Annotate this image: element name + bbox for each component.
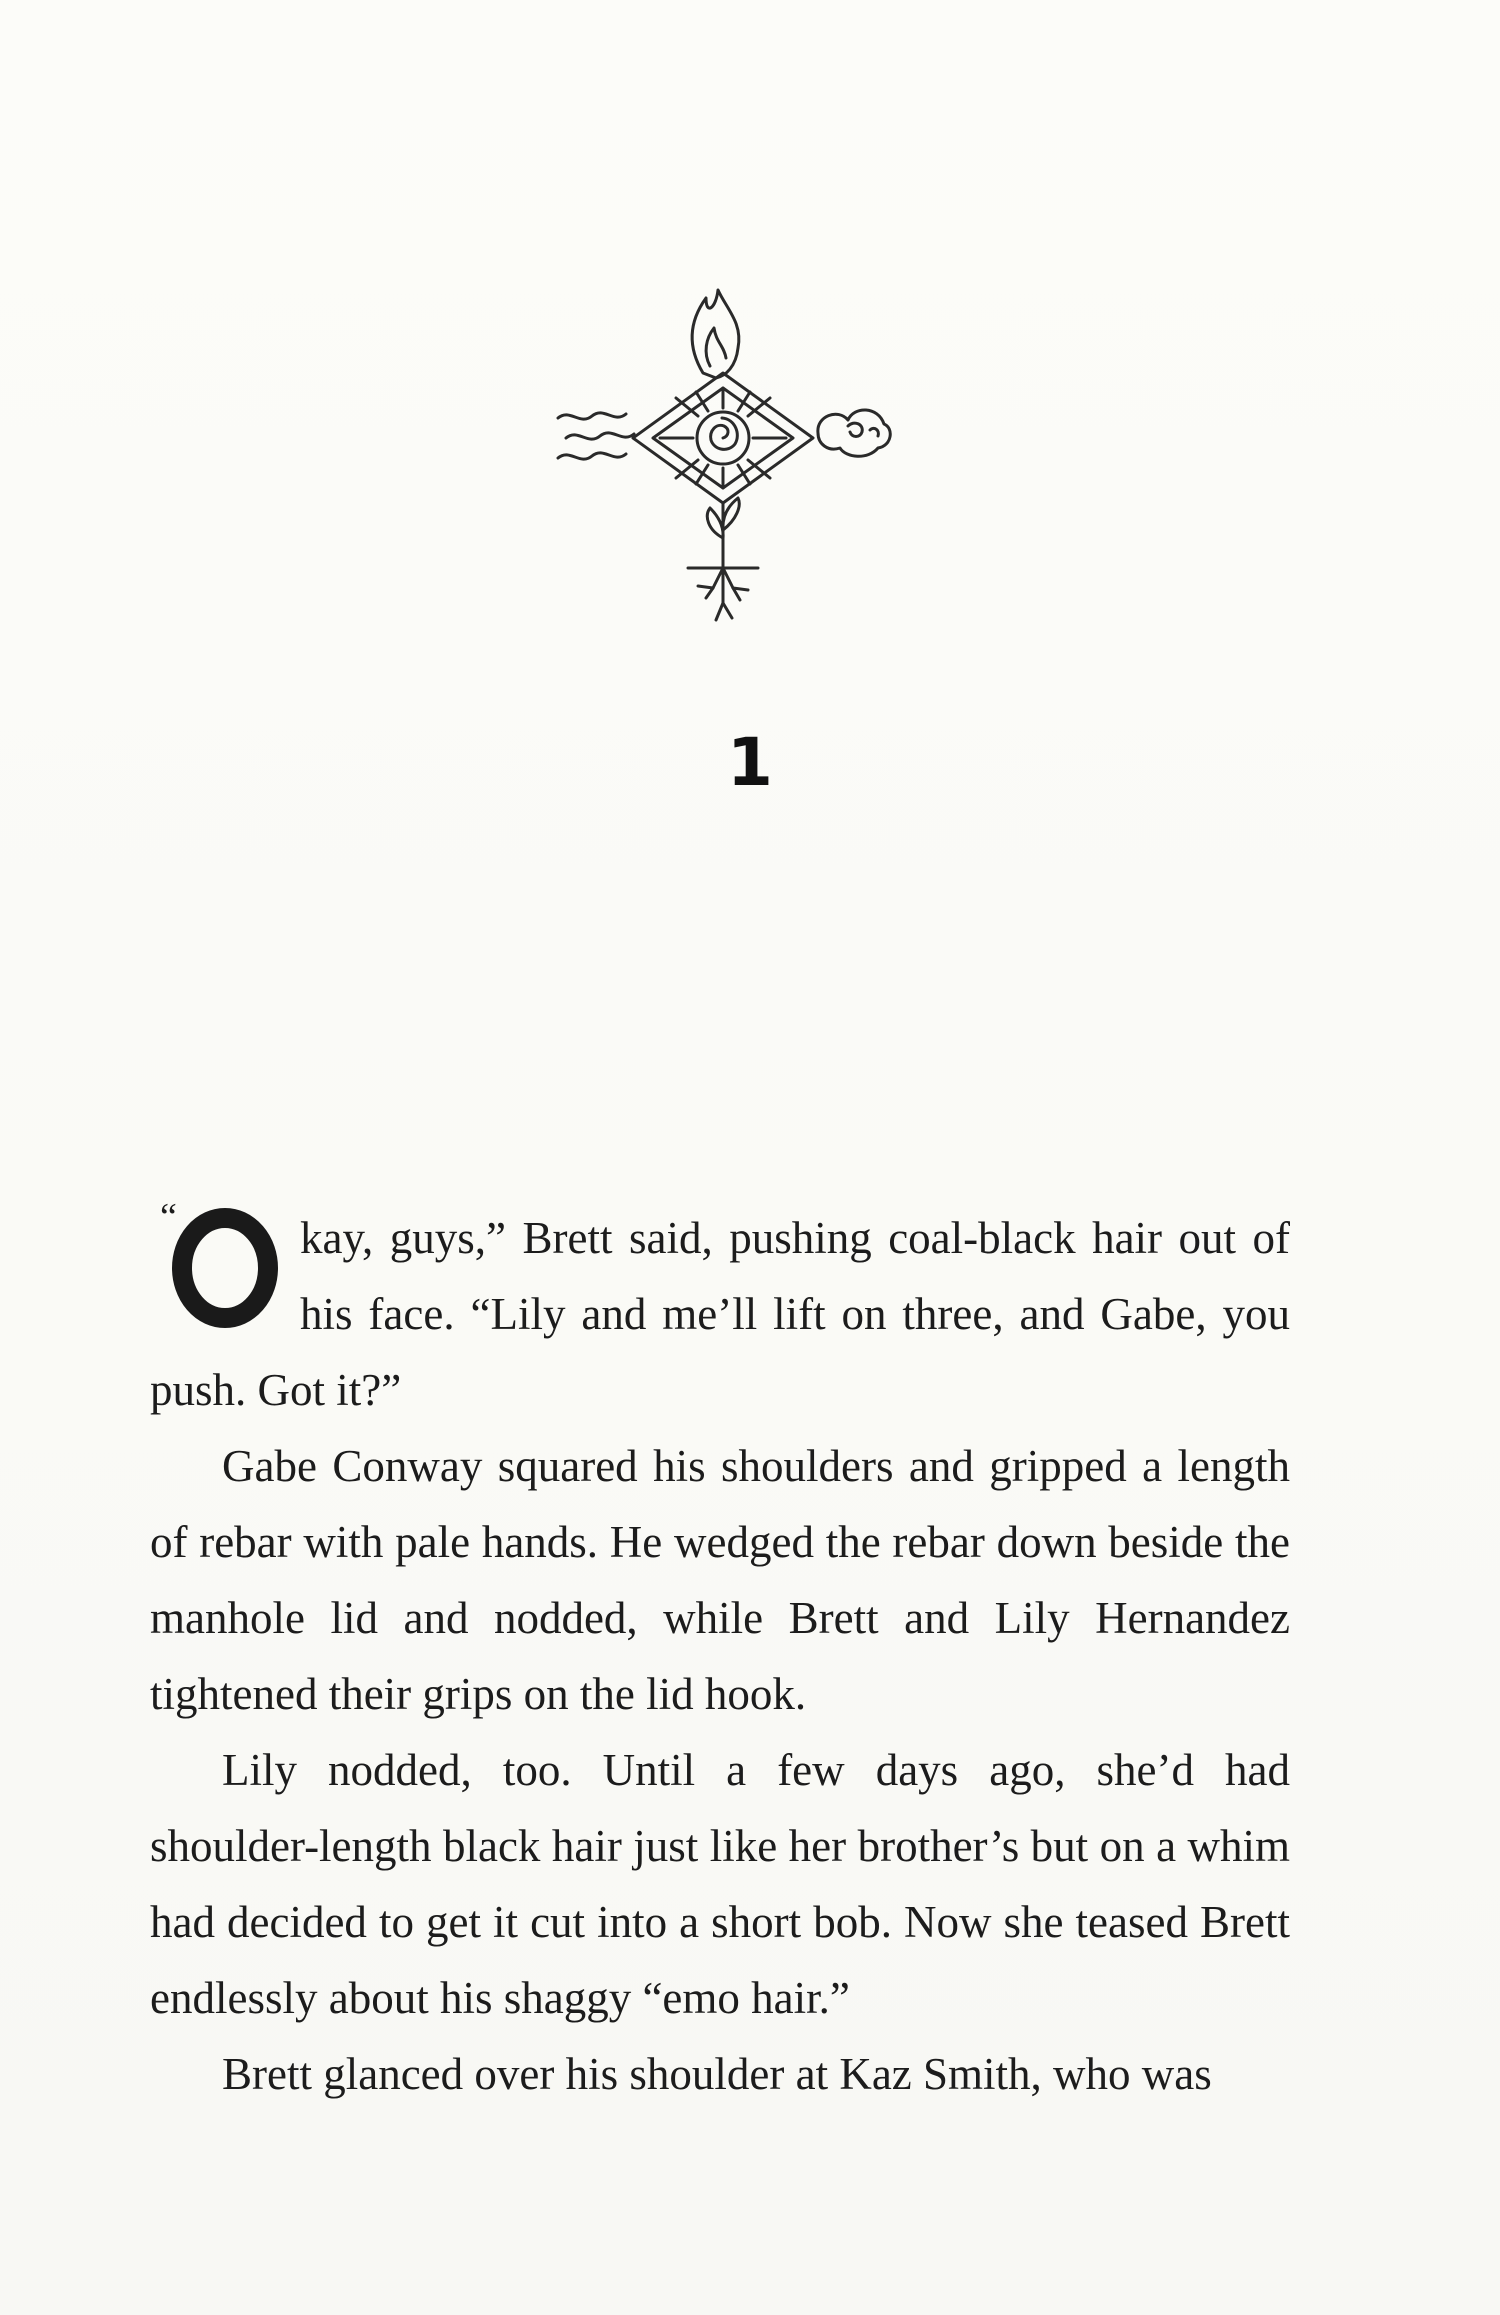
- opening-quote-mark: “: [160, 1196, 177, 1238]
- paragraph-1-line-1: kay, guys,” Brett said, pushing coal-black hair out of: [300, 1213, 1290, 1263]
- chapter-number: 1: [727, 724, 773, 801]
- chapter-body-text: [150, 1196, 1290, 2112]
- paragraph-2: Gabe Conway squared his shoulders and gripped a length of rebar with pale hands. He wedged the rebar down beside the manhole lid and nodded, while Brett and Lily Hernandez tightened their grips on the lid hook.: [150, 1441, 1290, 1719]
- paragraph-1-line-2: his face. “Lily and me’ll lift on three, and Gabe, you: [300, 1289, 1290, 1339]
- paragraph-3: Lily nodded, too. Until a few days ago, she’d had shoulder-length black hair just like her brother’s but on a whim had decided to get it cut into a short bob. Now she teased Brett endlessly about his shaggy “emo hair.”: [150, 1745, 1290, 2023]
- four-elements-compass-icon: [548, 268, 898, 678]
- drop-cap-text: O: [224, 1268, 226, 1269]
- paragraph-1-line-3: push. Got it?”: [150, 1365, 402, 1415]
- paragraph-4: Brett glanced over his shoulder at Kaz Smith, who was: [222, 2049, 1212, 2099]
- paragraph-1: [150, 1196, 1290, 1428]
